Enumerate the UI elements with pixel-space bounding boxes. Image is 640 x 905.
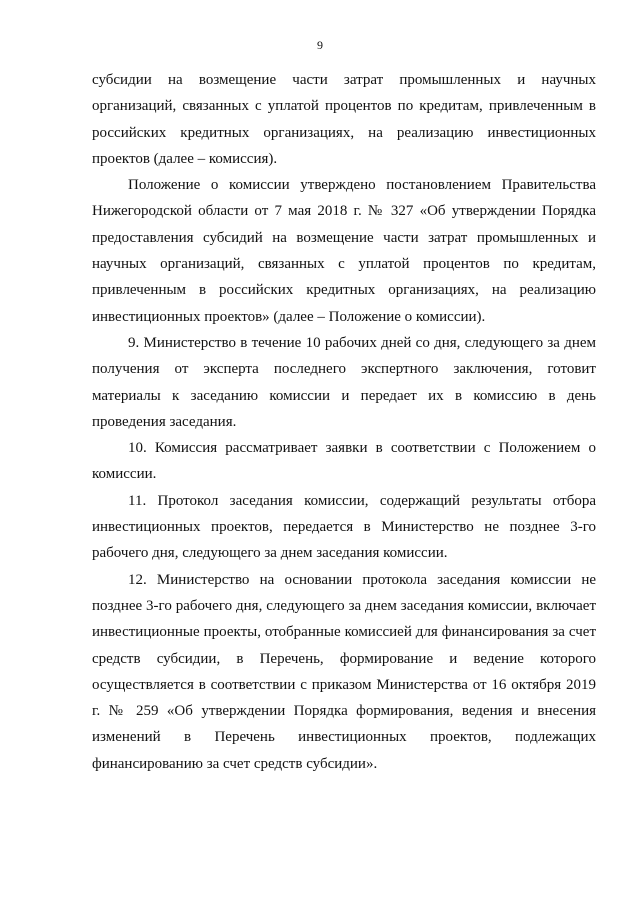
- document-body: [92, 67, 596, 777]
- paragraph-continuation: субсидии на возмещение части затрат промышленных и научных организаций, связанных с уплатой процентов по кредитам, привлеченным в российских кредитных организациях, на реализацию инвестиционных проектов (далее – комиссия).: [92, 72, 596, 167]
- paragraph-item-9: 9. Министерство в течение 10 рабочих дней со дня, следующего за днем получения от эксперта последнего экспертного заключения, готовит материалы к заседанию комиссии и передает их в комиссию в день проведения заседания.: [92, 334, 596, 430]
- page-number: 9: [317, 38, 323, 52]
- paragraph-item-11: 11. Протокол заседания комиссии, содержащий результаты отбора инвестиционных проектов, передается в Министерство не позднее 3-го рабочего дня, следующего за днем заседания комиссии.: [92, 492, 596, 562]
- paragraph-commission-regulation: Положение о комиссии утверждено постановлением Правительства Нижегородской области от 7 мая 2018 г. № 327 «Об утверждении Порядка предоставления субсидий на возмещение части затрат промышленных и научных организаций, связанных с уплатой процентов по кредитам, привлеченным в российских кредитных организациях, на реализацию инвестиционных проектов» (далее – Положение о комиссии).: [92, 177, 596, 325]
- paragraph-item-12: 12. Министерство на основании протокола заседания комиссии не позднее 3-го рабочего дня, следующего за днем заседания комиссии, включает инвестиционные проекты, отобранные комиссией для финансирования за счет средств субсидии, в Перечень, формирование и ведение которого осуществляется в соответствии с приказом Министерства от 16 октября 2019 г. № 259 «Об утверждении Порядка формирования, ведения и внесения изменений в Перечень инвестиционных проектов, подлежащих финансированию за счет средств субсидии».: [92, 571, 596, 772]
- paragraph-item-10: 10. Комиссия рассматривает заявки в соответствии с Положением о комиссии.: [92, 440, 596, 483]
